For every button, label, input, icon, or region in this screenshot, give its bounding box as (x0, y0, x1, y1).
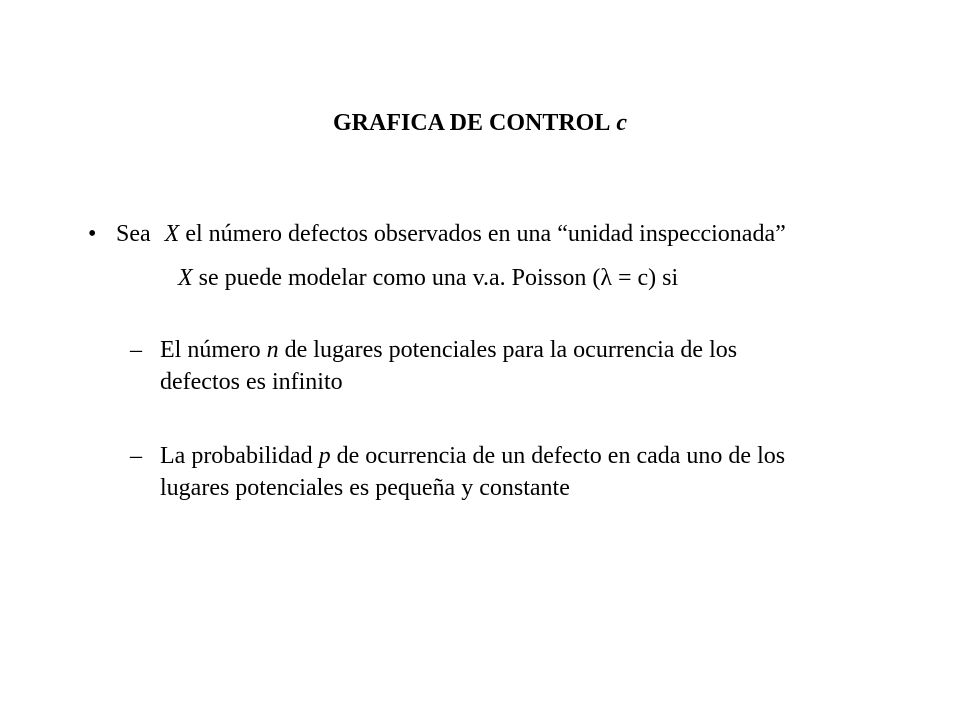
bullet-lead: Sea (116, 221, 151, 247)
sub-item-line-2: defectos es infinito (160, 369, 343, 395)
bullet-line-2 (178, 262, 678, 294)
sub-item-text (160, 440, 880, 504)
sub-item-var-p: p (318, 443, 331, 469)
title-variable: c (616, 110, 627, 136)
bullet-icon: • (88, 221, 97, 247)
sub-item-pre: La probabilidad (160, 443, 313, 469)
dash-icon: – (130, 443, 142, 469)
sub-item-var-n: n (266, 337, 279, 363)
sub-item-line-2: lugares potenciales es pequeña y constante (160, 475, 570, 501)
sub-item-probability (130, 440, 890, 504)
bullet-line-1-text: el número defectos observados en una “unidad inspeccionada” (185, 221, 786, 247)
bullet-var-x-2: X (178, 265, 193, 291)
sub-item-line-1 (160, 334, 880, 366)
sub-item-line-1 (160, 440, 880, 472)
bullet-var-x: X (164, 221, 180, 247)
slide-title (0, 110, 960, 137)
dash-icon: – (130, 337, 142, 363)
sub-item-text (160, 334, 880, 398)
sub-item-line-1-rest: de lugares potenciales para la ocurrencia de los (284, 337, 738, 363)
sub-item-line-1-rest: de ocurrencia de un defecto en cada uno de los (336, 443, 786, 469)
bullet-line-1 (116, 218, 786, 250)
title-text: GRAFICA DE CONTROL (332, 110, 611, 136)
sub-item-pre: El número (160, 337, 261, 363)
sub-item-infinite-locations (130, 334, 890, 398)
bullet-line-2-text: se puede modelar como una v.a. Poisson (λ = c) si (198, 265, 679, 291)
